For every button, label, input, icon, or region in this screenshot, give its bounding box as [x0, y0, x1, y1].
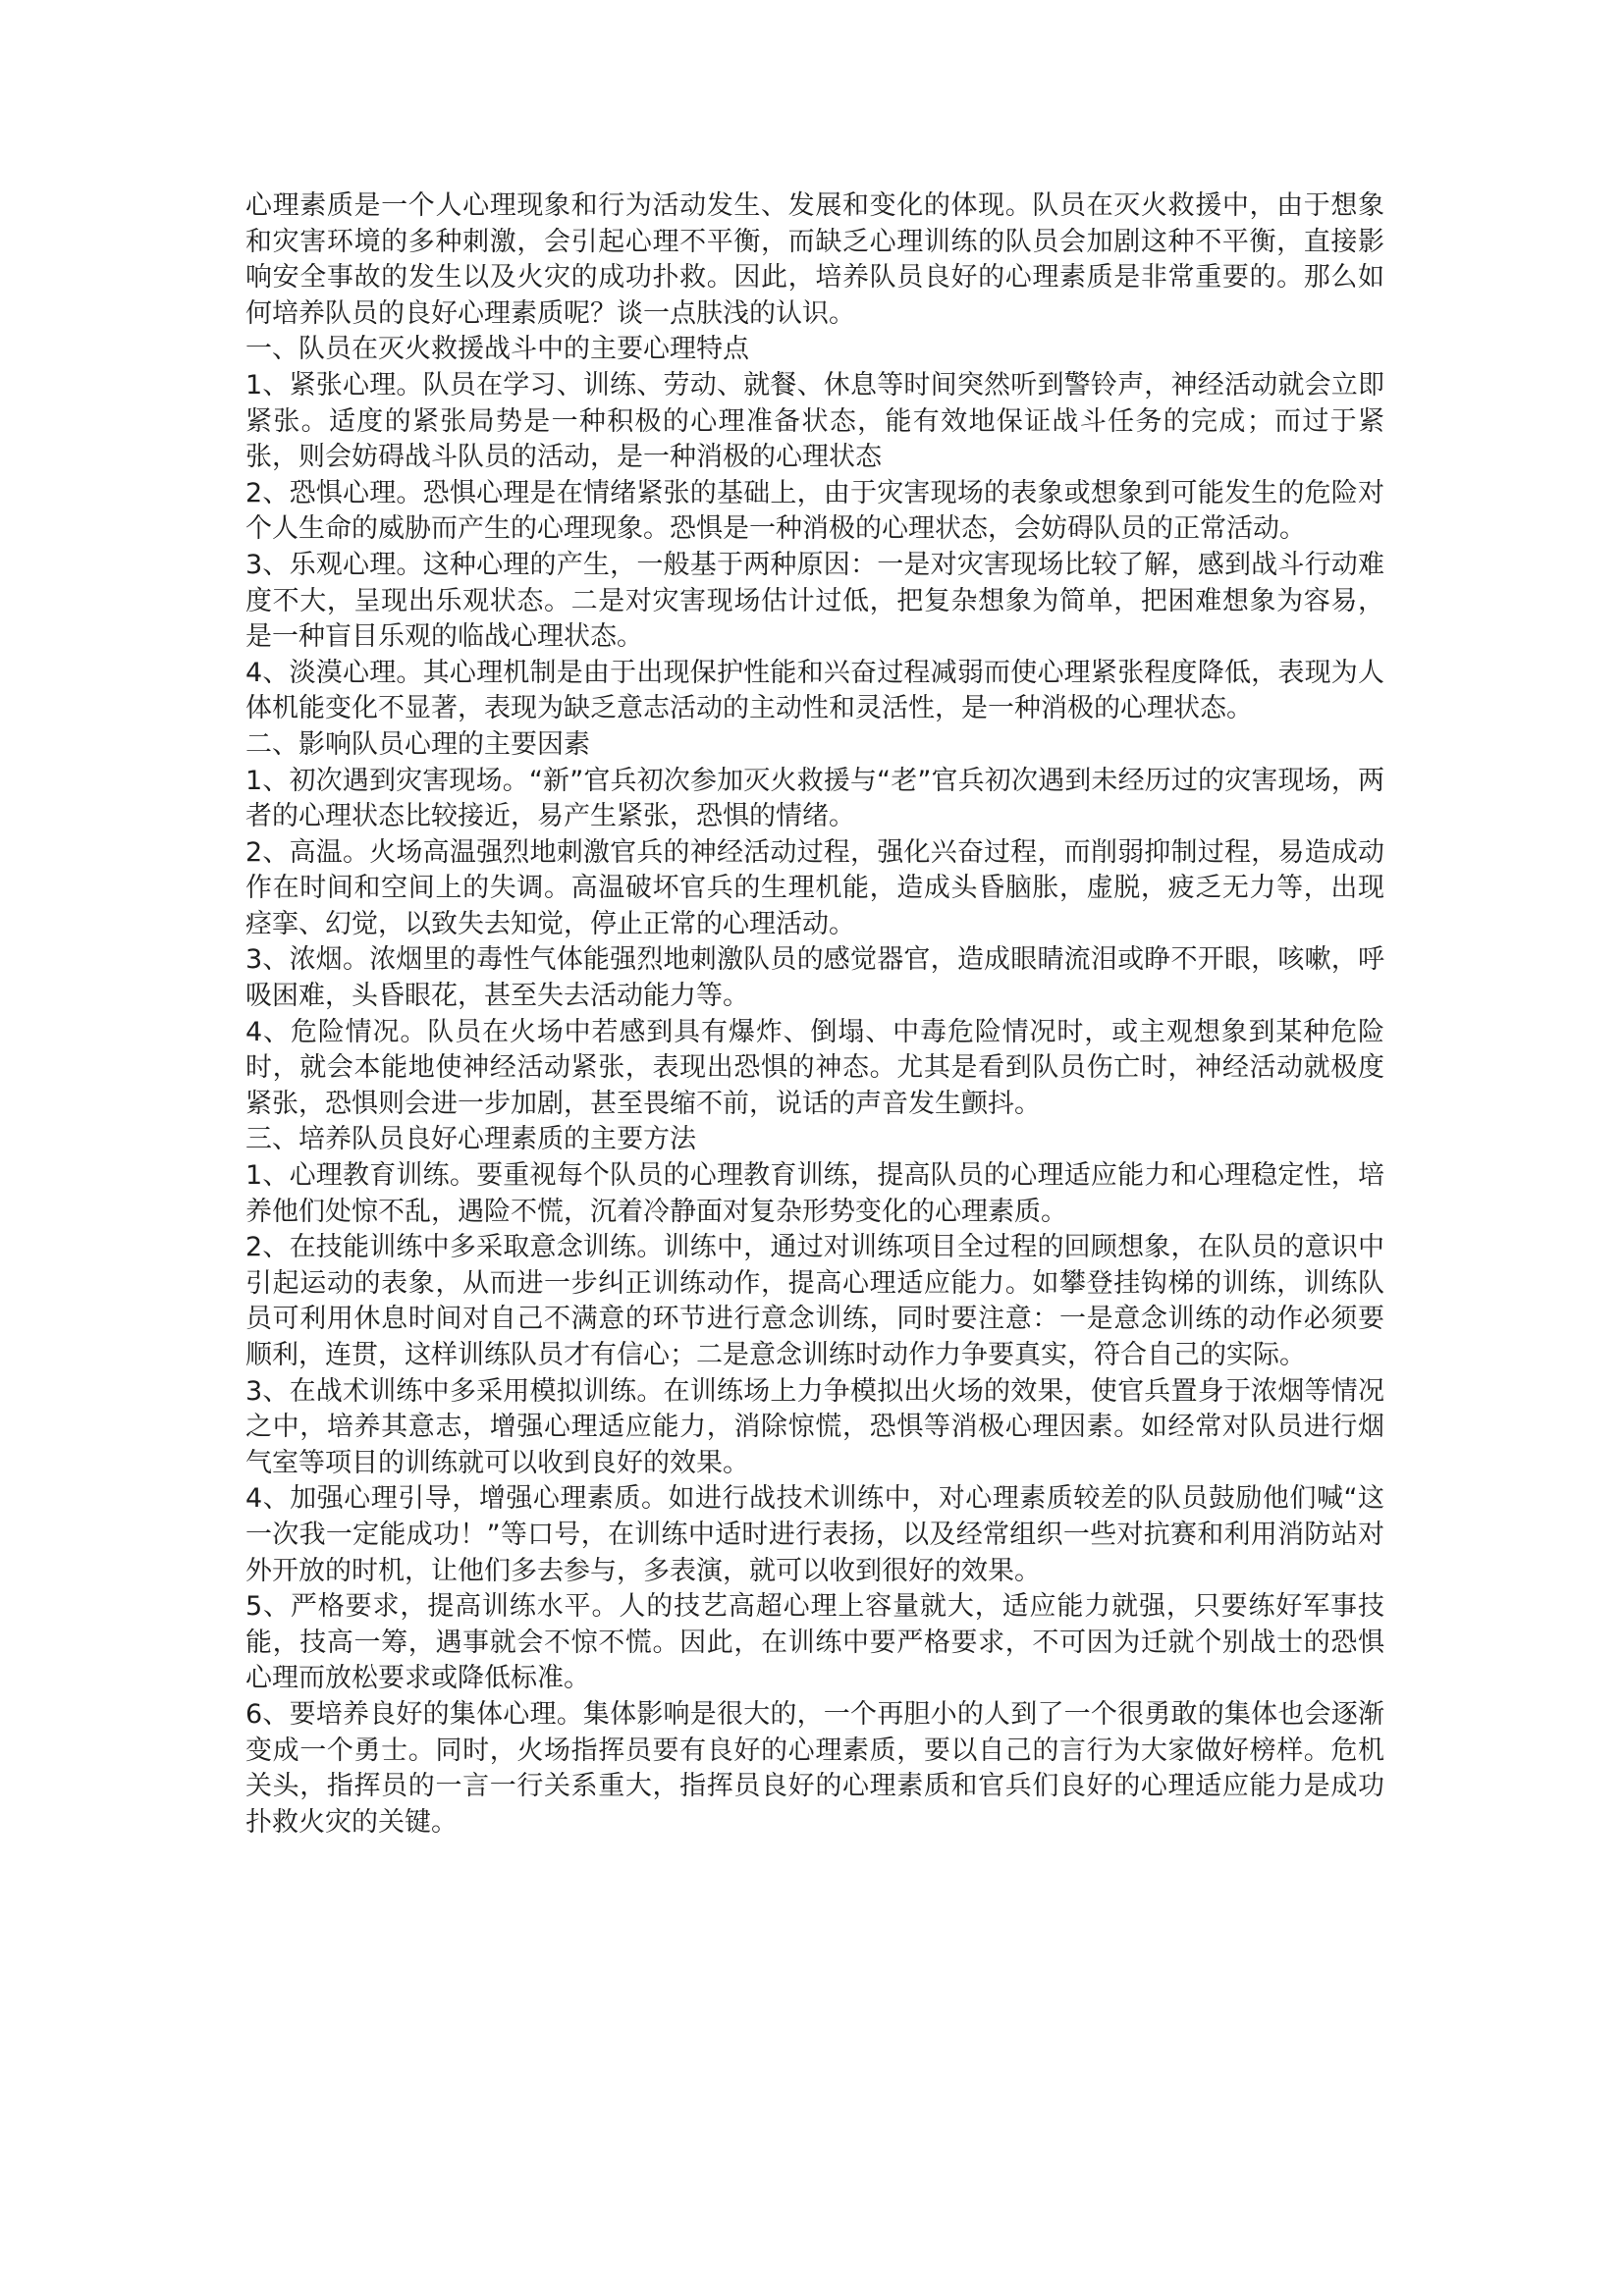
intro-paragraph: 心理素质是一个人心理现象和行为活动发生、发展和变化的体现。队员在灭火救援中，由于想象和灾害环境的多种刺激，会引起心理不平衡，而缺乏心理训练的队员会加剧这种不平衡，直接影响安全事故的发生以及火灾的成功扑救。因此，培养队员良好的心理素质是非常重要的。那么如何培养队员的良好心理素质呢？谈一点肤浅的认识。 — [245, 190, 1384, 329]
section-2-item-4: 4、危险情况。队员在火场中若感到具有爆炸、倒塌、中毒危险情况时，或主观想象到某种危险时，就会本能地使神经活动紧张，表现出恐惧的神态。尤其是看到队员伤亡时，神经活动就极度紧张，恐惧则会进一步加剧，甚至畏缩不前，说话的声音发生颤抖。 — [245, 1016, 1384, 1119]
section-3-item-2: 2、在技能训练中多采取意念训练。训练中，通过对训练项目全过程的回顾想象，在队员的意识中引起运动的表象，从而进一步纠正训练动作，提高心理适应能力。如攀登挂钩梯的训练，训练队员可利用休息时间对自己不满意的环节进行意念训练，同时要注意：一是意念训练的动作必须要顺利，连贯，这样训练队员才有信心；二是意念训练时动作力争要真实，符合自己的实际。 — [245, 1232, 1384, 1370]
section-heading-3: 三、培养队员良好心理素质的主要方法 — [245, 1124, 696, 1155]
section-1-item-3: 3、乐观心理。这种心理的产生，一般基于两种原因：一是对灾害现场比较了解，感到战斗行动难度不大，呈现出乐观状态。二是对灾害现场估计过低，把复杂想象为简单，把困难想象为容易，是一种盲目乐观的临战心理状态。 — [245, 549, 1384, 653]
section-3-item-6: 6、要培养良好的集体心理。集体影响是很大的，一个再胆小的人到了一个很勇敢的集体也会逐渐变成一个勇士。同时，火场指挥员要有良好的心理素质，要以自己的言行为大家做好榜样。危机关头，指挥员的一言一行关系重大，指挥员良好的心理素质和官兵们良好的心理适应能力是成功扑救火灾的关键。 — [245, 1698, 1384, 1838]
section-3-item-5: 5、严格要求，提高训练水平。人的技艺高超心理上容量就大，适应能力就强，只要练好军事技能，技高一筹，遇事就会不惊不慌。因此，在训练中要严格要求，不可因为迁就个别战士的恐惧心理而放松要求或降低标准。 — [245, 1591, 1384, 1694]
section-heading-1: 一、队员在灭火救援战斗中的主要心理特点 — [245, 334, 749, 365]
section-1-item-1: 1、紧张心理。队员在学习、训练、劳动、就餐、休息等时间突然听到警铃声，神经活动就会立即紧张。适度的紧张局势是一种积极的心理准备状态，能有效地保证战斗任务的完成；而过于紧张，则会妨碍战斗队员的活动，是一种消极的心理状态 — [245, 369, 1384, 473]
document-body — [245, 188, 1384, 1841]
section-2-item-1: 1、初次遇到灾害现场。“新”官兵初次参加灭火救援与“老”官兵初次遇到未经历过的灾害现场，两者的心理状态比较接近，易产生紧张，恐惧的情绪。 — [245, 765, 1384, 832]
section-3-item-3: 3、在战术训练中多采用模拟训练。在训练场上力争模拟出火场的效果，使官兵置身于浓烟等情况之中，培养其意志，增强心理适应能力，消除惊慌，恐惧等消极心理因素。如经常对队员进行烟气室等项目的训练就可以收到良好的效果。 — [245, 1375, 1384, 1478]
section-2-item-2: 2、高温。火场高温强烈地刺激官兵的神经活动过程，强化兴奋过程，而削弱抑制过程，易造成动作在时间和空间上的失调。高温破坏官兵的生理机能，造成头昏脑胀，虚脱，疲乏无力等，出现痉挛、幻觉，以致失去知觉，停止正常的心理活动。 — [245, 836, 1384, 939]
section-3-item-4: 4、加强心理引导，增强心理素质。如进行战技术训练中，对心理素质较差的队员鼓励他们喊“这一次我一定能成功！”等口号，在训练中适时进行表扬，以及经常组织一些对抗赛和利用消防站对外开放的时机，让他们多去参与，多表演，就可以收到很好的效果。 — [245, 1483, 1384, 1586]
section-1-item-2: 2、恐惧心理。恐惧心理是在情绪紧张的基础上，由于灾害现场的表象或想象到可能发生的危险对个人生命的威胁而产生的心理现象。恐惧是一种消极的心理状态，会妨碍队员的正常活动。 — [245, 477, 1384, 545]
section-3-item-1: 1、心理教育训练。要重视每个队员的心理教育训练，提高队员的心理适应能力和心理稳定性，培养他们处惊不乱，遇险不慌，沉着冷静面对复杂形势变化的心理素质。 — [245, 1160, 1384, 1227]
section-1-item-4: 4、淡漠心理。其心理机制是由于出现保护性能和兴奋过程减弱而使心理紧张程度降低，表现为人体机能变化不显著，表现为缺乏意志活动的主动性和灵活性，是一种消极的心理状态。 — [245, 657, 1384, 724]
section-2-item-3: 3、浓烟。浓烟里的毒性气体能强烈地刺激队员的感觉器官，造成眼睛流泪或睁不开眼，咳嗽，呼吸困难，头昏眼花，甚至失去活动能力等。 — [245, 944, 1384, 1012]
section-heading-2: 二、影响队员心理的主要因素 — [245, 728, 590, 760]
